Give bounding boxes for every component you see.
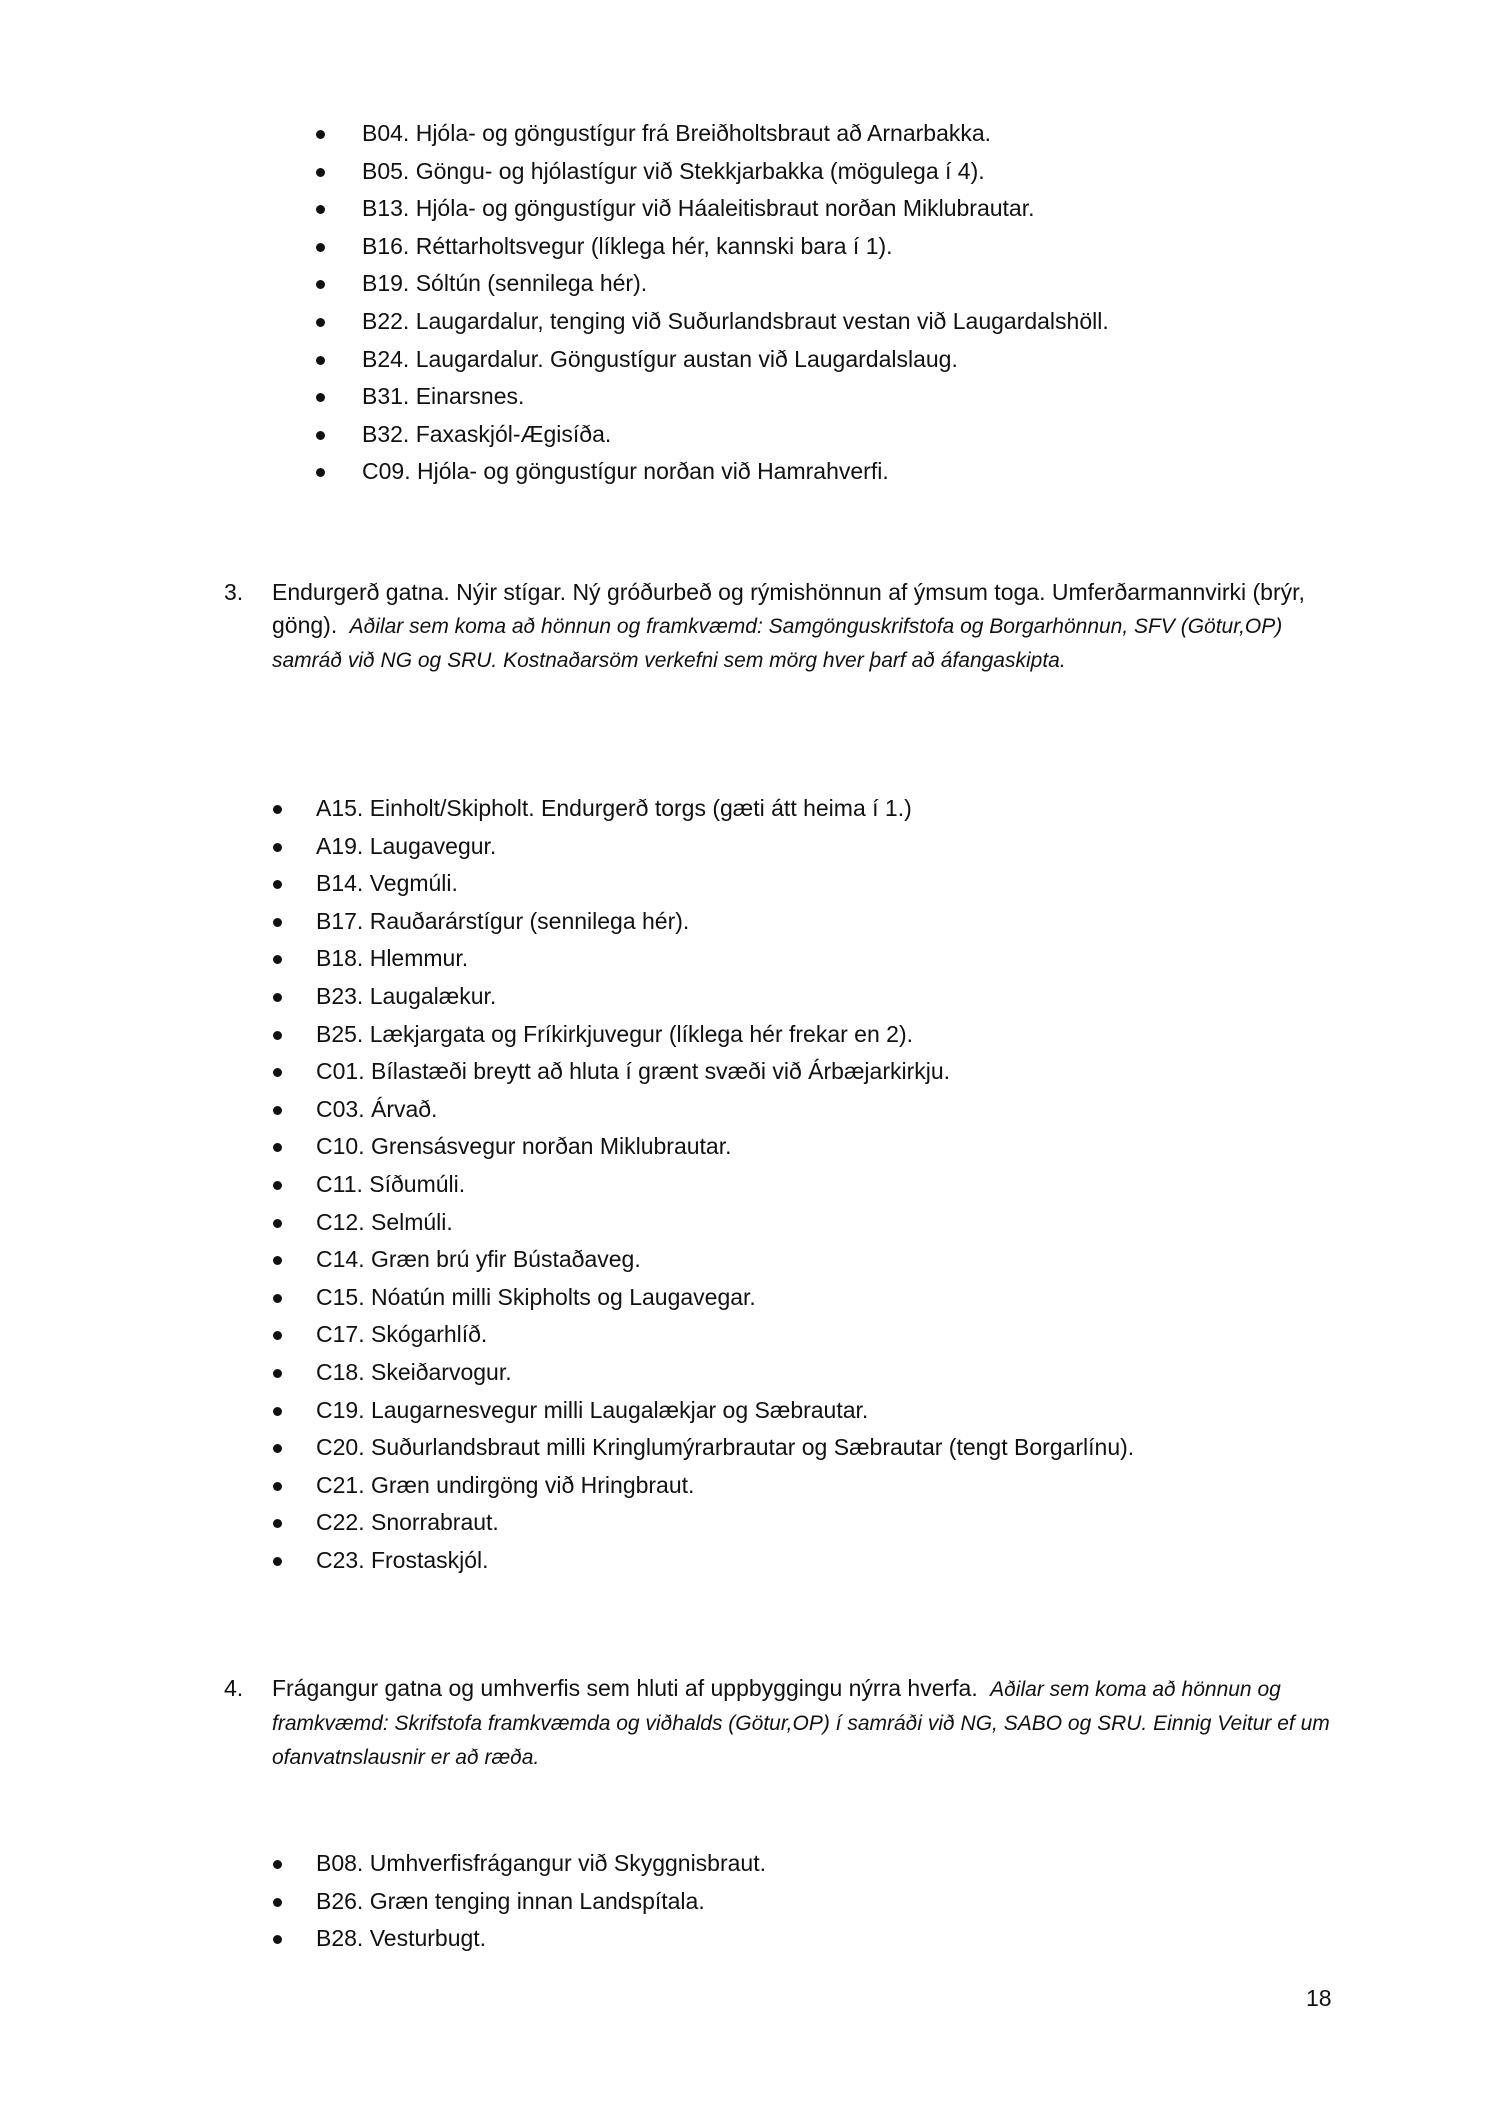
bullet-icon <box>273 1068 282 1077</box>
bullet-icon <box>316 130 325 139</box>
list-item-text: B24. Laugardalur. Göngustígur austan við Laugardalslaug. <box>362 345 958 372</box>
bullet-icon <box>273 1935 282 1944</box>
section-4-number: 4. <box>224 1675 244 1701</box>
list-item <box>0 453 1109 491</box>
bullet-list-section-4 <box>0 1845 766 1958</box>
list-item <box>0 1053 1134 1091</box>
list-item <box>0 1279 1134 1317</box>
page-number: 18 <box>1306 1985 1332 2011</box>
list-item <box>0 1204 1134 1242</box>
list-item <box>0 1316 1134 1354</box>
list-item-text: B19. Sóltún (sennilega hér). <box>362 270 648 297</box>
list-item-text: B22. Laugardalur, tenging við Suðurlandsbraut vestan við Laugardalshöll. <box>362 307 1109 334</box>
list-item <box>0 341 1109 379</box>
bullet-icon <box>273 880 282 889</box>
bullet-icon <box>273 1519 282 1528</box>
list-item-text: C22. Snorrabraut. <box>316 1509 499 1536</box>
list-item <box>0 416 1109 454</box>
list-item <box>0 378 1109 416</box>
bullet-icon <box>273 1369 282 1378</box>
bullet-icon <box>273 1219 282 1228</box>
bullet-icon <box>273 1106 282 1115</box>
bullet-icon <box>316 431 325 440</box>
list-item <box>0 1467 1134 1505</box>
list-item <box>0 265 1109 303</box>
list-item <box>0 228 1109 266</box>
list-item <box>0 153 1109 191</box>
list-item-text: C20. Suðurlandsbraut milli Kringlumýrarbrautar og Sæbrautar (tengt Borgarlínu). <box>316 1434 1135 1461</box>
section-4-text: Frágangur gatna og umhverfis sem hluti af uppbyggingu nýrra hverfa. <box>272 1675 978 1701</box>
list-item-text: B28. Vesturbugt. <box>316 1925 487 1952</box>
list-item-text: B13. Hjóla- og göngustígur við Háaleitisbraut norðan Miklubrautar. <box>362 195 1035 222</box>
list-item-text: C12. Selmúli. <box>316 1208 453 1235</box>
list-item-text: B31. Einarsnes. <box>362 383 525 410</box>
list-item <box>0 1845 766 1883</box>
list-item <box>0 865 1134 903</box>
list-item-text: A19. Laugavegur. <box>316 832 497 859</box>
list-item <box>0 115 1109 153</box>
list-item <box>0 790 1134 828</box>
list-item-text: B18. Hlemmur. <box>316 945 469 972</box>
section-3-note: Aðilar sem koma að hönnun og framkvæmd: Samgönguskrifstofa og Borgarhönnun, SFV (Götur,OP) samráð við NG og SRU. Kostnaðarsöm verkefni sem mörg hver þarf að áfangaskipta. <box>272 615 1283 672</box>
list-item-text: B04. Hjóla- og göngustígur frá Breiðholtsbraut að Arnarbakka. <box>362 120 992 146</box>
bullet-icon <box>273 955 282 964</box>
list-item-text: B23. Laugalækur. <box>316 982 497 1009</box>
list-item-text: C10. Grensásvegur norðan Miklubrautar. <box>316 1133 732 1160</box>
bullet-icon <box>316 356 325 365</box>
bullet-icon <box>273 1031 282 1040</box>
list-item-text: C11. Síðumúli. <box>316 1170 466 1197</box>
list-item <box>0 1354 1134 1392</box>
list-item-text: C01. Bílastæði breytt að hluta í grænt svæði við Árbæjarkirkju. <box>316 1058 951 1085</box>
bullet-icon <box>273 1444 282 1453</box>
bullet-icon <box>273 1256 282 1265</box>
section-3-number: 3. <box>224 579 244 605</box>
bullet-icon <box>273 805 282 814</box>
list-item-text: A15. Einholt/Skipholt. Endurgerð torgs (gæti átt heima í 1.) <box>316 795 912 821</box>
bullet-icon <box>316 318 325 327</box>
bullet-icon <box>316 393 325 402</box>
bullet-icon <box>273 1482 282 1491</box>
list-item-text: C17. Skógarhlíð. <box>316 1321 488 1348</box>
list-item <box>0 940 1134 978</box>
list-item <box>0 1504 1134 1542</box>
bullet-list-section-3 <box>0 790 1134 1579</box>
list-item-text: B14. Vegmúli. <box>316 870 458 897</box>
list-item-text: C09. Hjóla- og göngustígur norðan við Hamrahverfi. <box>362 458 889 485</box>
list-item-text: C18. Skeiðarvogur. <box>316 1358 512 1385</box>
list-item-text: C03. Árvað. <box>316 1095 438 1122</box>
list-item <box>0 1166 1134 1204</box>
list-item-text: B05. Göngu- og hjólastígur við Stekkjarbakka (mögulega í 4). <box>362 157 985 184</box>
section-3-body <box>272 576 1332 677</box>
bullet-icon <box>273 1294 282 1303</box>
bullet-icon <box>273 1898 282 1907</box>
list-item <box>0 1542 1134 1580</box>
bullet-icon <box>273 1331 282 1340</box>
list-item-text: C15. Nóatún milli Skipholts og Laugavegar. <box>316 1283 756 1310</box>
bullet-icon <box>273 918 282 927</box>
list-item-text: B08. Umhverfisfrágangur við Skyggnisbraut. <box>316 1850 766 1876</box>
bullet-icon <box>316 205 325 214</box>
list-item-text: B17. Rauðarárstígur (sennilega hér). <box>316 907 690 934</box>
list-item <box>0 1920 766 1958</box>
list-item <box>0 303 1109 341</box>
list-item-text: C19. Laugarnesvegur milli Laugalækjar og Sæbrautar. <box>316 1396 869 1423</box>
list-item <box>0 1429 1134 1467</box>
list-item-text: B32. Faxaskjól-Ægisíða. <box>362 420 612 447</box>
list-item-text: B26. Græn tenging innan Landspítala. <box>316 1887 705 1914</box>
bullet-icon <box>273 1407 282 1416</box>
list-item <box>0 1128 1134 1166</box>
list-item <box>0 1016 1134 1054</box>
bullet-icon <box>273 1143 282 1152</box>
bullet-icon <box>273 1860 282 1869</box>
list-item-text: B16. Réttarholtsvegur (líklega hér, kannski bara í 1). <box>362 232 893 259</box>
list-item <box>0 1241 1134 1279</box>
list-item-text: B25. Lækjargata og Fríkirkjuvegur (líklega hér frekar en 2). <box>316 1020 913 1047</box>
bullet-icon <box>273 1557 282 1566</box>
list-item <box>0 1392 1134 1430</box>
list-item <box>0 1883 766 1921</box>
bullet-icon <box>273 843 282 852</box>
bullet-icon <box>316 168 325 177</box>
list-item <box>0 1091 1134 1129</box>
bullet-icon <box>316 468 325 477</box>
section-4-note: Aðilar sem koma að hönnun og framkvæmd: Skrifstofa framkvæmda og viðhalds (Götur,OP) í samráði við NG, SABO og SRU. Einnig Veitur ef um ofanvatnslausnir er að ræða. <box>272 1678 1330 1769</box>
list-item <box>0 190 1109 228</box>
section-3-text: Endurgerð gatna. Nýir stígar. Ný gróðurbeð og rýmishönnun af ýmsum toga. Umferðarmannvirki (brýr, göng). <box>272 579 1305 638</box>
bullet-icon <box>273 1181 282 1190</box>
list-item-text: C23. Frostaskjól. <box>316 1546 489 1573</box>
list-item <box>0 828 1134 866</box>
bullet-icon <box>316 280 325 289</box>
bullet-icon <box>273 993 282 1002</box>
list-item <box>0 978 1134 1016</box>
list-item <box>0 903 1134 941</box>
list-item-text: C21. Græn undirgöng við Hringbraut. <box>316 1471 695 1498</box>
bullet-list-top <box>0 115 1109 491</box>
list-item-text: C14. Græn brú yfir Bústaðaveg. <box>316 1246 641 1273</box>
section-4-body <box>272 1672 1332 1774</box>
bullet-icon <box>316 243 325 252</box>
